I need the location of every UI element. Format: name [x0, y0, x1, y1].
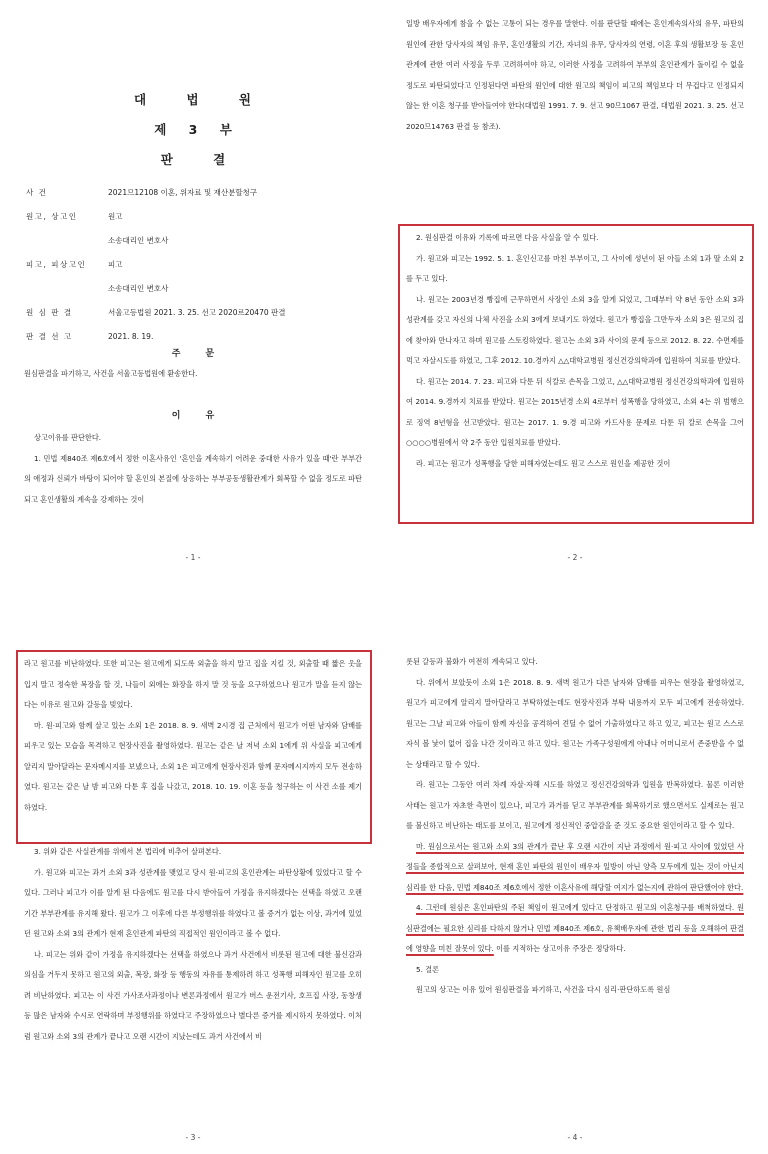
- reason-intro: 상고이유를 판단한다.: [34, 433, 102, 442]
- legal-standard-paragraph: 일방 배우자에게 참을 수 없는 고통이 되는 경우를 말한다. 이를 판단할 때에는 혼인계속의사의 유무, 파탄의 원인에 관한 당사자의 책임 유무, 혼인생활의 기간, 자녀의 유무, 당사자의 연령, 이혼 후의 생활보장 등 혼인관계에 관한 여러 사정을 두루 고려하여야 하고, 이러한 사정을 고려하여 부부의 혼인관계가 돌이킬 수 없을 정도로 파탄되었다고 인정된다면 파탄의 원인에 대한 원고의 책임이 피고의 책임보다 더 무겁다고 인정되지 않는 한 이혼 청구를 받아들여야 한다(대법원 1991. 7. 9. 선고 90므1067 판결, 대법원 2021. 3. 25. 선고 2020므14763 판결 등 참조).: [406, 19, 744, 131]
- facts-paragraph: 다. 원고는 2014. 7. 23. 피고와 다툰 뒤 식칼로 손목을 그었고, △△대학교병원 정신건강의학과에 입원하여 2014. 9.경까지 치료를 받았다. 원고는 2015년경 소외 4로부터 성폭행을 당하였고, 소외 4는 위 범행으로 징역 8년형을 선고받았다. 원고는 2017. 1. 9.경 피고와 카드사용 문제로 다툰 뒤 칼로 손목을 그어 ○○○○병원에서 약 2주 동안 입원치료를 받았다.: [406, 376, 744, 447]
- closing-paragraph: 원고의 상고는 이유 있어 원심판결을 파기하고, 사건을 다시 심리·판단하도록 원심: [416, 985, 671, 994]
- analysis-paragraph: 롯된 갈등과 불화가 여전히 계속되고 있다.: [406, 657, 538, 666]
- facts-paragraph: 라. 피고는 원고가 성폭행을 당한 피해자였는데도 원고 스스로 원인을 제공한 것이: [416, 458, 671, 468]
- analysis-text: [24, 842, 362, 1047]
- case-info-label: 피고, 피상고인: [26, 259, 87, 269]
- case-info-row: [26, 204, 366, 228]
- case-info-label: 원 심 판 결: [26, 307, 73, 317]
- facts-paragraph: 나. 원고는 2003년경 빵집에 근무하면서 사장인 소외 3을 알게 되었고, 그때부터 약 8년 동안 소외 3과 성관계를 갖고 자신의 나체 사진을 소외 3에게 보내기도 하였다. 원고가 빵집을 그만두자 소외 3은 원고의 집에 찾아와 만나자고 하며 원고를 스토킹하였다. 원고는 소외 3과 사이의 문제 등으로 2012. 8. 22. 수면제를 먹고 자살시도를 하였고, 그후 2012. 10.경까지 △△대학교병원 정신건강의학과에 입원하여 치료를 받았다.: [406, 294, 744, 365]
- page2-text: [406, 14, 744, 137]
- court-name: 대 법 원: [134, 92, 252, 107]
- page-number: - 3 -: [185, 1133, 201, 1142]
- facts-paragraph: 마. 원·피고와 함께 살고 있는 소외 1은 2018. 8. 9. 새벽 2시경 집 근처에서 원고가 어떤 남자와 담배를 피우고 있는 모습을 목격하고 현장사진을 촬영하였다. 원고는 같은 날 저녁 소외 1에게 위 사실을 피고에게 알리지 말아달라는 문자메시지를 보냈으나, 소외 1은 피고에게 현장사진과 함께 문자메시지까지 모두 전송하였다. 원고는 같은 날 밤 피고와 다툰 후 집을 나갔고, 2018. 10. 19. 이혼 등을 청구하는 이 사건 소를 제기하였다.: [24, 720, 362, 812]
- facts-text: [406, 228, 744, 474]
- analysis-paragraph: 3. 위와 같은 사실관계를 위에서 본 법리에 비추어 살펴본다.: [34, 847, 222, 856]
- case-info-row: [26, 324, 366, 348]
- case-info-value: 피고: [108, 259, 123, 269]
- case-info-row: [26, 300, 366, 324]
- case-info-label: 사 건: [26, 187, 48, 197]
- case-info-table: [26, 180, 366, 348]
- document-page-4: [386, 584, 764, 1154]
- analysis-paragraph: 라. 원고는 그동안 여러 차례 자살·자해 시도를 하였고 정신건강의학과 입원을 반복하였다. 물론 이러한 사태는 원고가 자초한 측면이 있으나, 피고가 과거를 딛고 부부관계를 회복하기로 했으면서도 실제로는 원고를 불신하고 비난하는 태도를 보이고, 원고에게 정신적인 중압감을 준 것도 중요한 원인이라고 할 수 있다.: [406, 780, 744, 830]
- facts-paragraph: 가. 원고와 피고는 1992. 5. 1. 혼인신고를 마친 부부이고, 그 사이에 성년이 된 아들 소외 1과 딸 소외 2를 두고 있다.: [406, 253, 744, 283]
- analysis-paragraph: 가. 원고와 피고는 과거 소외 3과 성관계를 맺었고 당시 원·피고의 혼인관계는 파탄상황에 있었다고 할 수 있다. 그러나 피고가 이를 알게 된 다음에도 원고를 다시 받아들여 가정을 유지하겠다는 선택을 하였고 오랜 기간 부부관계를 유지해 왔다. 원고가 그 이후에 다른 부정행위를 하였다고 볼 증거가 없는 이상, 과거에 있었던 원고와 소외 3의 관계가 현재 혼인관계 파탄의 직접적인 원인이라고 볼 수 없다.: [24, 867, 362, 938]
- case-info-row: [26, 252, 366, 276]
- case-info-value: 2021므12108 이혼, 위자료 및 재산분할청구: [108, 187, 258, 197]
- order-paragraph: 원심판결을 파기하고, 사건을 서울고등법원에 환송한다.: [24, 369, 198, 378]
- document-page-1: [4, 4, 382, 574]
- reason-paragraph: 1. 민법 제840조 제6호에서 정한 이혼사유인 '혼인을 계속하기 어려운 중대한 사유가 있을 때'란 부부간의 애정과 신뢰가 바탕이 되어야 할 혼인의 본질에 상응하는 부부공동생활관계가 회복할 수 없을 정도로 파탄되고 혼인생활의 계속을 강제하는 것이: [24, 453, 362, 504]
- underlined-paragraph: [406, 837, 744, 899]
- page4-text: [406, 652, 744, 1001]
- case-info-value: 소송대리인 변호사: [108, 235, 169, 245]
- division-name: 제 3 부: [154, 122, 232, 137]
- case-info-value: 소송대리인 변호사: [108, 283, 169, 293]
- order-heading: 주 문: [171, 349, 215, 359]
- underlined-text: 4. 그런데 원심은 혼인파탄의 주된 책임이 원고에게 있다고 단정하고 원고의 이혼청구를 배척하였다. 원심판결에는 필요한 심리를 다하지 않거나 민법 제840조 제6호, 유책배우자에 관한 법리 등을 오해하여 판결에 영향을 미친 잘못이 있다.: [406, 903, 744, 953]
- reason-heading: 이 유: [171, 411, 215, 421]
- page-number: - 2 -: [567, 553, 583, 562]
- analysis-paragraph: 나. 피고는 위와 같이 가정을 유지하겠다는 선택을 하였으나 과거 사건에서 비롯된 원고에 대한 불신감과 의심을 거두지 못하고 원고의 외출, 복장, 화장 등 행동의 자유를 통제하려 하고 성폭행 피해자인 원고를 오히려 비난하였다. 피고는 이 사건 가사조사과정이나 변론과정에서 원고가 버스 운전기사, 호프집 사장, 동창생 등 많은 남자와 수시로 연락하며 부정행위를 하였다고 주장하였으나 별다른 증거를 제시하지 못하였다. 이처럼 원고와 소외 3의 관계가 끝나고 오랜 시간이 지났는데도 과거 사건에서 비: [24, 949, 362, 1041]
- conclusion-paragraph: [406, 898, 744, 960]
- page-number: - 4 -: [567, 1133, 583, 1142]
- closing-heading: 5. 결론: [416, 964, 440, 974]
- underlined-text: 마. 원심으로서는 원고와 소외 3의 관계가 끝난 후 오랜 시간이 지난 과정에서 원·피고 사이에 있었던 사정들을 종합적으로 살펴보아, 현재 혼인 파탄의 원인이 배우자 일방이 아닌 양측 모두에게 있는 것이 아닌지 심리를 한 다음, 민법 제840조 제6호에서 정한 이혼사유에 해당할 여지가 없는지에 관하여 판단했어야 한다.: [406, 841, 744, 892]
- case-info-row: [26, 276, 366, 300]
- case-info-value: 2021. 8. 19.: [108, 331, 154, 341]
- case-info-row: [26, 228, 366, 252]
- order-text: [24, 364, 362, 385]
- case-info-label: 원고, 상고인: [26, 211, 78, 221]
- document-page-2: [386, 4, 764, 574]
- reason-text: [24, 428, 362, 510]
- facts-paragraph: 라고 원고를 비난하였다. 또한 피고는 원고에게 되도록 외출을 하지 말고 집을 지킬 것, 외출할 때 짧은 옷을 입지 말고 정숙한 복장을 할 것, 나들이 외에는 화장을 하지 말 것 등을 요구하였으나 원고가 말을 듣지 않는다는 이유로 원고와 갈등을 빚었다.: [24, 659, 362, 709]
- facts-text-cont: [24, 654, 362, 818]
- case-info-value: 원고: [108, 211, 123, 221]
- case-info-label: 판 결 선 고: [26, 331, 73, 341]
- case-info-row: [26, 180, 366, 204]
- conclusion-tail: 이를 지적하는 상고이유 주장은 정당하다.: [493, 944, 626, 953]
- case-info-value: 서울고등법원 2021. 3. 25. 선고 2020르20470 판결: [108, 307, 286, 317]
- document-page-3: [4, 584, 382, 1154]
- facts-paragraph: 2. 원심판결 이유와 기록에 따르면 다음 사실을 알 수 있다.: [416, 233, 599, 242]
- analysis-paragraph: 다. 위에서 보았듯이 소외 1은 2018. 8. 9. 새벽 원고가 다른 남자와 담배를 피우는 현장을 촬영하였고, 원고가 피고에게 알리지 말아달라고 부탁하였는데도 현장사진과 부탁 내용까지 모두 피고에게 전송하였다. 원고는 그날 피고와 아들이 함께 자신을 공격하여 견딜 수 없어 가출하였다고 하고 있고, 피고는 원고 스스로 자식 볼 낯이 없어 집을 나간 것이라고 하고 있다. 원고는 가족구성원에게 아내나 어머니로서 존중받을 수 없는 상태라고 할 수 있다.: [406, 677, 744, 769]
- document-type: 판 결: [160, 152, 226, 167]
- page-number: - 1 -: [185, 553, 201, 562]
